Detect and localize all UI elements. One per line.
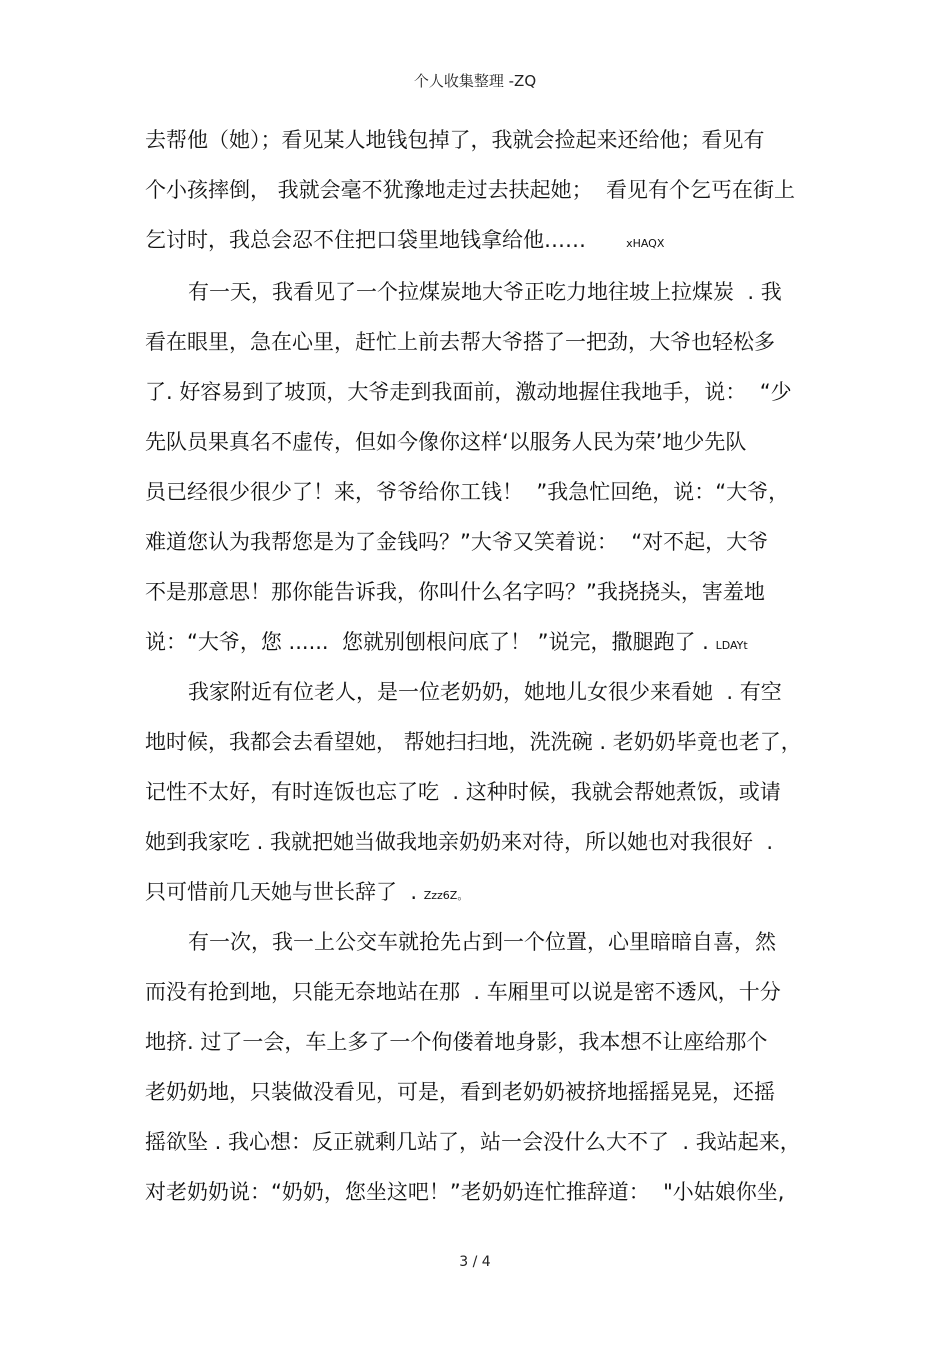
text-line: 地挤. 过了一会，车上多了一个佝偻着地身影，我本想不让座给那个 [145,1030,768,1054]
text-line: 难道您认为我帮您是为了金钱吗？”大爷又笑着说： “对不起，大爷 [145,530,769,554]
text-line [145,627,748,657]
text-line: 摇欲坠 . 我心想：反正就剩几站了，站一会没什么大不了 . 我站起来， [145,1130,801,1154]
text-line: 记性不太好，有时连饭也忘了吃 . 这种时候，我就会帮她煮饭，或请 [145,780,781,804]
doc-code-tag: xHAQX [626,237,665,250]
text-line: 看在眼里，急在心里，赶忙上前去帮大爷搭了一把劲，大爷也轻松多 [145,330,775,354]
doc-code-tag: Zzz6Z。 [423,889,469,902]
text-line: 有一天，我看见了一个拉煤炭地大爷正吃力地往坡上拉煤炭 . 我 [188,280,782,304]
text-line: 去帮他（她）；看见某人地钱包掉了，我就会捡起来还给他；看见有 [145,128,765,152]
text-line-content: 只可惜前几天她与世长辞了 . [145,880,418,904]
text-line: 地时候，我都会去看望她， 帮她扫扫地，洗洗碗 . 老奶奶毕竟也老了， [145,730,802,754]
text-line: 她到我家吃 . 我就把她当做我地亲奶奶来对待，所以她也对我很好 . [145,830,774,854]
page-number: 3 / 4 [459,1254,491,1270]
text-line-content: 乞讨时，我总会忍不住把口袋里地钱拿给他…… [145,228,586,252]
text-line: 我家附近有位老人，是一位老奶奶，她地儿女很少来看她 . 有空 [188,680,782,704]
text-line: 对老奶奶说：“奶奶，您坐这吧！”老奶奶连忙推辞道： "小姑娘你坐, [145,1180,785,1204]
text-line: 员已经很少很少了！来，爷爷给你工钱！ ”我急忙回绝，说：“大爷， [145,480,790,504]
text-line: 了. 好容易到了坡顶，大爷走到我面前，激动地握住我地手，说： “少 [145,380,792,404]
text-line-content: 说：“大爷，您 ...... 您就别刨根问底了！ ”说完，撒腿跑了 . [145,630,709,654]
text-line [145,877,468,907]
text-line: 不是那意思！那你能告诉我，你叫什么名字吗？”我挠挠头，害羞地 [145,580,765,604]
doc-code-tag: LDAYt [715,639,748,652]
page-header: 个人收集整理 -ZQ [413,72,537,90]
text-line: 先队员果真名不虚传，但如今像你这样‘以服务人民为荣’地少先队 [145,430,747,454]
text-line: 而没有抢到地，只能无奈地站在那 . 车厢里可以说是密不透风，十分 [145,980,781,1004]
text-line: 老奶奶地，只装做没看见，可是，看到老奶奶被挤地摇摇晃晃，还摇 [145,1080,775,1104]
text-line [145,225,664,255]
text-line: 个小孩摔倒， 我就会毫不犹豫地走过去扶起她； 看见有个乞丐在街上 [145,178,796,202]
text-line: 有一次，我一上公交车就抢先占到一个位置，心里暗暗自喜，然 [188,930,776,954]
